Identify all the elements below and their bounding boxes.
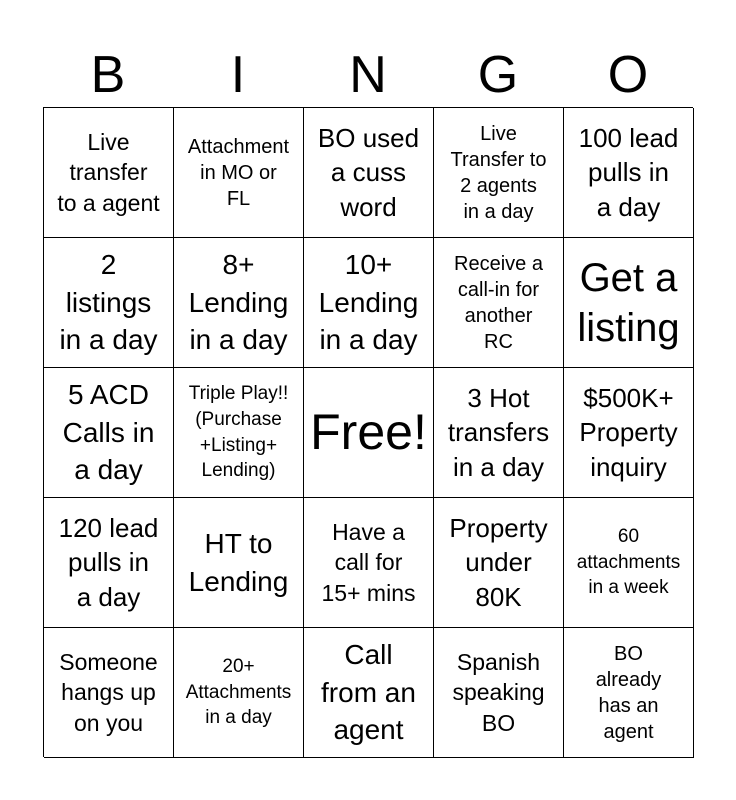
cell-label: BO used a cuss word: [317, 122, 420, 222]
header-letter-o: O: [607, 46, 649, 104]
bingo-cell-o4[interactable]: [564, 498, 694, 628]
bingo-cell-g3[interactable]: [434, 368, 564, 498]
bingo-cell-o1[interactable]: [564, 108, 694, 238]
bingo-cell-b4[interactable]: [44, 498, 174, 628]
cell-label: 5 ACD Calls in a day: [62, 378, 155, 486]
bingo-cell-g4[interactable]: [434, 498, 564, 628]
bingo-cell-o2[interactable]: [564, 238, 694, 368]
cell-label: Triple Play!! (Purchase +Listing+ Lending): [188, 383, 289, 482]
cell-label: Property under 80K: [449, 512, 548, 612]
bingo-board: [43, 107, 693, 757]
cell-label: BO already has an agent: [595, 642, 662, 743]
cell-label: 10+ Lending in a day: [318, 248, 419, 356]
bingo-cell-n2[interactable]: [304, 238, 434, 368]
cell-label: Get a listing: [577, 255, 680, 350]
header-letter-n: N: [349, 46, 387, 104]
bingo-cell-g5[interactable]: [434, 628, 564, 758]
cell-label: Live transfer to a agent: [57, 128, 160, 216]
bingo-cell-g2[interactable]: [434, 238, 564, 368]
header-letter-i: I: [230, 46, 246, 104]
bingo-cell-n1[interactable]: [304, 108, 434, 238]
cell-label: 2 listings in a day: [59, 248, 158, 356]
cell-label: Someone hangs up on you: [59, 648, 158, 736]
cell-label: 3 Hot transfers in a day: [447, 382, 550, 482]
bingo-cell-n5[interactable]: [304, 628, 434, 758]
bingo-cell-b3[interactable]: [44, 368, 174, 498]
cell-label: 60 attachments in a week: [576, 526, 681, 599]
bingo-cell-g1[interactable]: [434, 108, 564, 238]
cell-label: $500K+ Property inquiry: [579, 382, 678, 482]
bingo-cell-i5[interactable]: [174, 628, 304, 758]
cell-label: 120 lead pulls in a day: [58, 512, 159, 612]
bingo-cell-o5[interactable]: [564, 628, 694, 758]
cell-label: Have a call for 15+ mins: [321, 518, 416, 606]
cell-label: 20+ Attachments in a day: [185, 656, 292, 729]
cell-label: 8+ Lending in a day: [188, 248, 289, 356]
cell-label: 100 lead pulls in a day: [578, 122, 679, 222]
bingo-cell-free[interactable]: [304, 368, 434, 498]
bingo-cell-i3[interactable]: [174, 368, 304, 498]
bingo-header: [43, 42, 693, 108]
cell-label: Receive a call-in for another RC: [454, 252, 543, 353]
bingo-cell-b2[interactable]: [44, 238, 174, 368]
cell-label: Spanish speaking BO: [452, 648, 545, 736]
cell-label: HT to Lending: [188, 527, 289, 597]
cell-label: Call from an agent: [321, 638, 416, 746]
header-letter-b: B: [90, 46, 126, 104]
bingo-cell-b5[interactable]: [44, 628, 174, 758]
free-space-label: Free!: [310, 404, 427, 461]
bingo-cell-i2[interactable]: [174, 238, 304, 368]
cell-label: Attachment in MO or FL: [187, 135, 290, 210]
bingo-cell-o3[interactable]: [564, 368, 694, 498]
bingo-cell-n4[interactable]: [304, 498, 434, 628]
bingo-cell-b1[interactable]: [44, 108, 174, 238]
bingo-cell-i1[interactable]: [174, 108, 304, 238]
cell-label: Live Transfer to 2 agents in a day: [450, 122, 547, 223]
header-letter-g: G: [477, 46, 519, 104]
bingo-cell-i4[interactable]: [174, 498, 304, 628]
